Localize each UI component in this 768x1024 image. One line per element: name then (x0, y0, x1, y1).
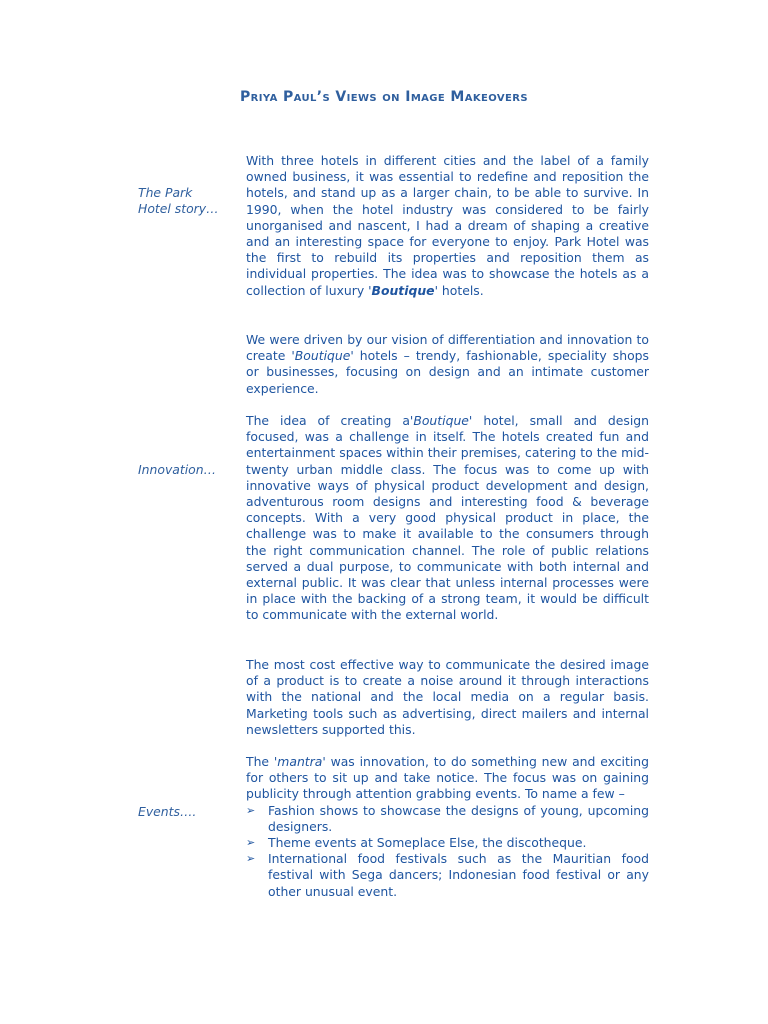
text: ' hotels – trendy, fashionable, speciality shops or businesses, focusing on design and an intimate customer experience. (246, 348, 649, 396)
paragraph-vision (246, 332, 649, 397)
list-item-text: International food festivals such as the Mauritian food festival with Sega dancers; Indonesian food festival or any other unusual event. (268, 851, 649, 899)
text: ' was innovation, to do something new and exciting for others to sit up and take notice. The focus was on gaining publicity through attention grabbing events. To name a few – (246, 754, 649, 802)
side-label-innovation: Innovation… (138, 462, 216, 477)
text: We were driven by our vision of differentiation and innovation to create ' (246, 332, 649, 364)
text: ' hotels. (434, 282, 484, 298)
side-label-park-hotel (138, 185, 238, 217)
paragraph-park-hotel-story (246, 153, 649, 299)
text: ' hotel, small and design focused, was a challenge in itself. The hotels created fun and entertainment spaces within their premises, catering to the mid-twenty urban middle class. The focus was to come up with innovative ways of physical product development and design, adventurous room designs and interesting food & beverage concepts. With a very good physical product in place, the challenge was to make it available to the consumers through the right communication channel. The role of public relations served a dual purpose, to communicate with both internal and external public. It was clear that unless internal processes were in place with the backing of a strong team, it would be difficult to communicate with the external world. (246, 413, 649, 623)
arrow-bullet-icon: ➢ (246, 852, 256, 866)
events-list (246, 803, 649, 900)
text: With three hotels in different cities and the label of a family owned business, it was essential to redefine and reposition the hotels, and stand up as a larger chain, to be able to survive. In 1990, when the hotel industry was considered to be fairly unorganised and nascent, I had a dream of shaping a creative and an interesting space for everyone to enjoy. Park Hotel was the first to rebuild its properties and reposition them as individual properties. The idea was to showcase the hotels as a collection of luxury ' (246, 153, 649, 298)
side-label-events: Events…. (138, 804, 197, 819)
list-item (246, 851, 649, 900)
list-item (246, 835, 649, 851)
paragraph-innovation (246, 413, 649, 624)
page-title: Priya Paul’s Views on Image Makeovers (240, 89, 528, 105)
paragraph-cost-effective (246, 657, 649, 738)
list-item-text: Theme events at Someplace Else, the discotheque. (268, 835, 587, 851)
list-item (246, 803, 649, 835)
text: The most cost effective way to communicate the desired image of a product is to create a noise around it through interactions with the national and the local media on a regular basis. Marketing tools such as advertising, direct mailers and internal newsletters supported this. (246, 657, 649, 737)
text: The idea of creating a' (246, 413, 414, 428)
emphasis-text: Boutique (413, 413, 469, 428)
list-item-text: Fashion shows to showcase the designs of young, upcoming designers. (268, 802, 649, 834)
text: The ' (246, 754, 278, 769)
emphasis-text: Boutique (294, 348, 351, 364)
arrow-bullet-icon: ➢ (246, 836, 256, 850)
arrow-bullet-icon: ➢ (246, 803, 256, 817)
side-label-line: Hotel story… (138, 201, 219, 217)
emphasis-text: mantra (277, 754, 323, 769)
paragraph-mantra (246, 754, 649, 900)
emphasis-text: Boutique (371, 282, 435, 298)
side-label-line: The Park (138, 185, 193, 200)
